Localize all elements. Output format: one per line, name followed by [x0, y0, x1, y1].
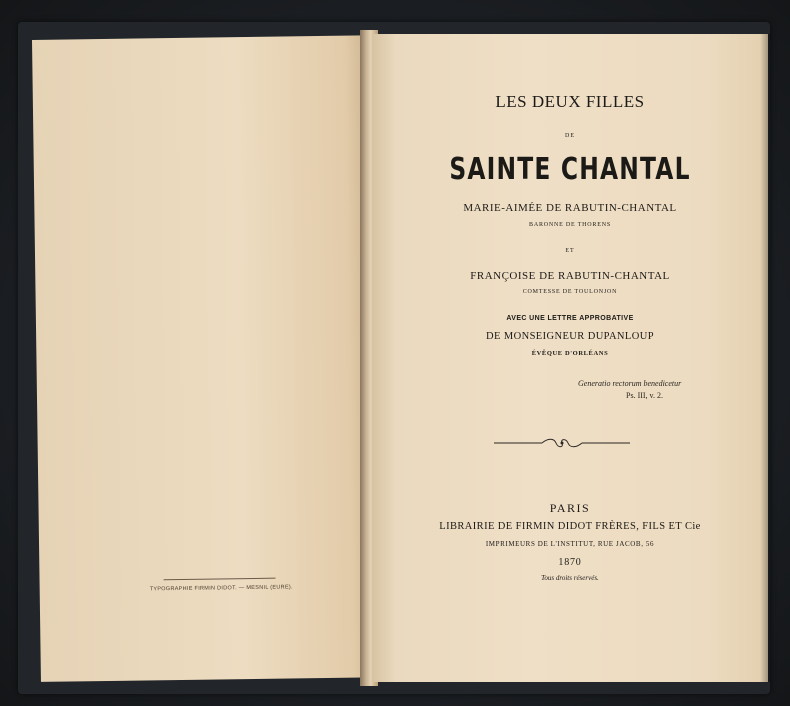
epigraph-reference: Ps. III, v. 2. [626, 391, 664, 400]
page-edge-shadow [760, 34, 770, 682]
epigraph-text: Generatio rectorum benedicetur [578, 379, 682, 388]
title-line-2: DE [565, 133, 575, 139]
left-page [32, 35, 381, 682]
subject-1-name: MARIE-AIMÉE DE RABUTIN-CHANTAL [463, 202, 677, 214]
subject-2-title: COMTESSE DE TOULONJON [522, 289, 618, 295]
conjunction: ET [565, 248, 575, 254]
imprint-year: 1870 [558, 557, 582, 568]
bleed-through-ghost [114, 179, 120, 198]
imprint-printer: IMPRIMEURS DE L'INSTITUT, RUE JACOB, 56 [485, 540, 655, 548]
imprint-publisher: LIBRAIRIE DE FIRMIN DIDOT FRÈRES, FILS ET Cie [439, 521, 701, 532]
imprint-rights: Tous droits réservés. [541, 574, 599, 582]
letter-note: AVEC UNE LETTRE APPROBATIVE [506, 315, 634, 322]
subject-1-title: BARONNE DE THORENS [529, 222, 611, 228]
imprint-city: PARIS [549, 501, 591, 515]
footer-rule [164, 578, 276, 581]
ornament-rule [492, 436, 632, 450]
title-page [372, 34, 768, 682]
approver-name: DE MONSEIGNEUR DUPANLOUP [486, 331, 654, 342]
subject-2-name: FRANÇOISE DE RABUTIN-CHANTAL [470, 270, 670, 282]
printer-footer: TYPOGRAPHIE FIRMIN DIDOT. — MESNIL (EURE). [149, 584, 293, 593]
main-title: SAINTE CHANTAL [449, 152, 691, 187]
approver-title: ÉVÊQUE D'ORLÉANS [531, 350, 609, 357]
title-line-1: LES DEUX FILLES [495, 92, 645, 111]
